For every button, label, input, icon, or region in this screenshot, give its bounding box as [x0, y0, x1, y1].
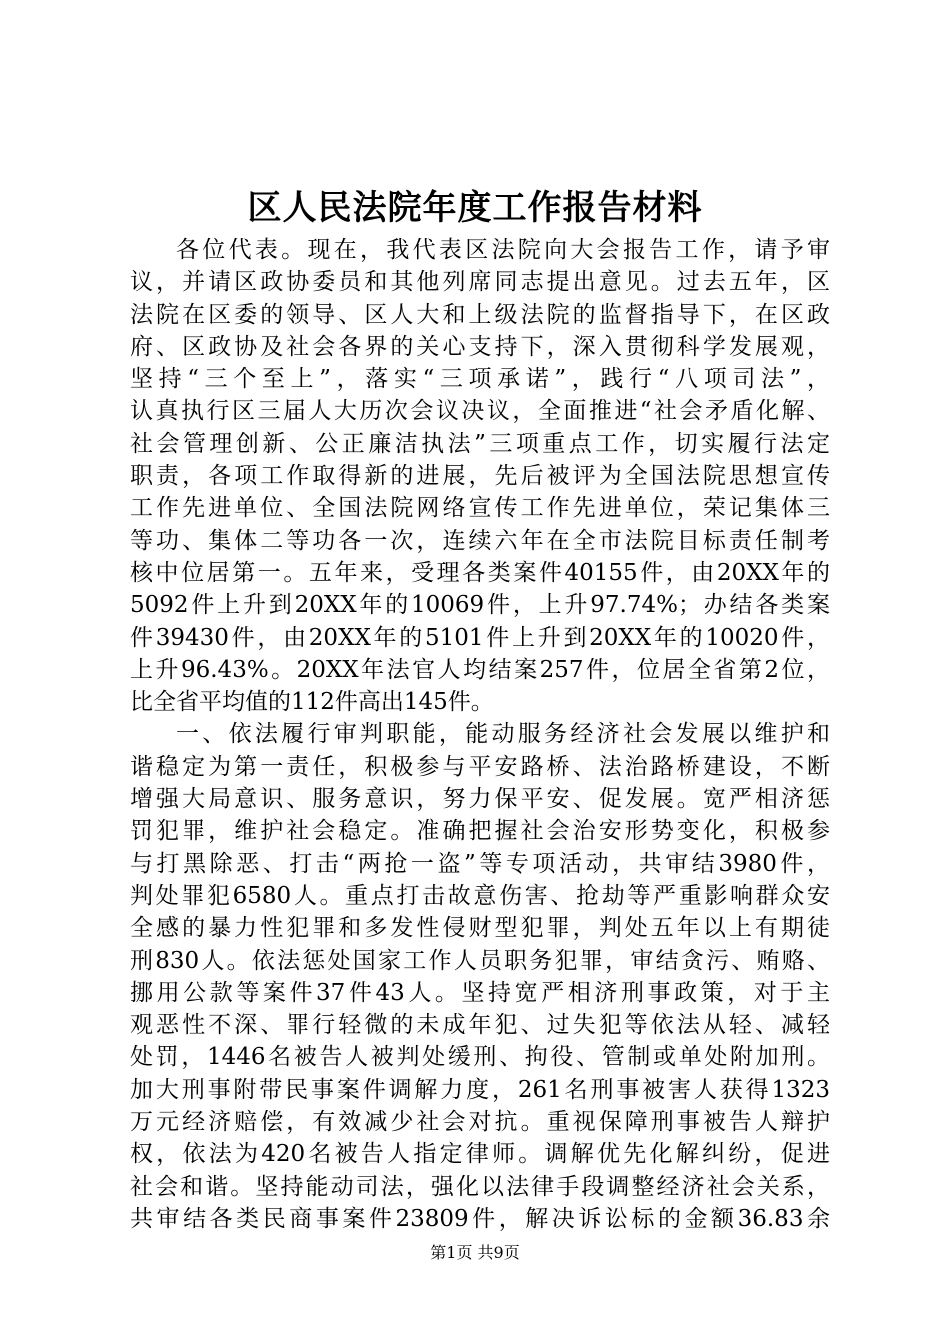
text-line: 判处罪犯6580人。重点打击故意伤害、抢劫等严重影响群众安 [130, 882, 830, 909]
text-line: 职责，各项工作取得新的进展，先后被评为全国法院思想宣传 [130, 463, 830, 490]
text-line: 5092件上升到20XX年的10069件，上升97.74%；办结各类案 [130, 592, 830, 619]
text-line: 共审结各类民商事案件23809件，解决诉讼标的金额36.83余 [130, 1205, 830, 1232]
document-title: 区人民法院年度工作报告材料 [247, 188, 703, 228]
text-line: 挪用公款等案件37件43人。坚持宽严相济刑事政策，对于主 [130, 979, 830, 1006]
text-line: 增强大局意识、服务意识，努力保平安、促发展。宽严相济惩 [130, 786, 830, 813]
text-line: 府、区政协及社会各界的关心支持下，深入贯彻科学发展观， [130, 333, 830, 360]
text-line: 认真执行区三届人大历次会议决议，全面推进“社会矛盾化解、 [130, 398, 830, 425]
text-line: 核中位居第一。五年来，受理各类案件40155件，由20XX年的 [130, 559, 830, 586]
document-body [130, 234, 830, 1235]
text-line: 万元经济赔偿，有效减少社会对抗。重视保障刑事被告人辩护 [130, 1109, 830, 1136]
text-line: 一、依法履行审判职能，能动服务经济社会发展以维护和 [176, 721, 830, 748]
text-line: 罚犯罪，维护社会稳定。准确把握社会治安形势变化，积极参 [130, 818, 830, 845]
text-line: 全感的暴力性犯罪和多发性侵财型犯罪，判处五年以上有期徒 [130, 915, 830, 942]
text-line: 处罚，1446名被告人被判处缓刑、拘役、管制或单处附加刑。 [130, 1044, 830, 1071]
text-line: 议，并请区政协委员和其他列席同志提出意见。过去五年，区 [130, 269, 830, 296]
text-line: 法院在区委的领导、区人大和上级法院的监督指导下，在区政 [130, 301, 830, 328]
text-line: 加大刑事附带民事案件调解力度，261名刑事被害人获得1323 [130, 1076, 830, 1103]
text-line: 上升96.43%。20XX年法官人均结案257件，位居全省第2位， [130, 656, 830, 683]
text-line: 权，依法为420名被告人指定律师。调解优先化解纠纷，促进 [130, 1141, 830, 1168]
text-line: 谐稳定为第一责任，积极参与平安路桥、法治路桥建设，不断 [130, 753, 830, 780]
text-line: 件39430件，由20XX年的5101件上升到20XX年的10020件， [130, 624, 830, 651]
page-footer: 第1页 共9页 [430, 1243, 520, 1262]
text-line: 各位代表。现在，我代表区法院向大会报告工作，请予审 [176, 237, 830, 263]
text-line: 刑830人。依法惩处国家工作人员职务犯罪，审结贪污、贿赂、 [130, 947, 830, 974]
text-line: 等功、集体二等功各一次，连续六年在全市法院目标责任制考 [130, 527, 830, 554]
text-line: 与打黑除恶、打击“两抢一盗”等专项活动，共审结3980件， [130, 850, 830, 877]
text-line: 坚持“三个至上”，落实“三项承诺”，践行“八项司法”， [130, 366, 830, 393]
text-line: 社会管理创新、公正廉洁执法”三项重点工作，切实履行法定 [130, 430, 830, 457]
text-line: 比全省平均值的112件高出145件。 [130, 689, 494, 716]
text-line: 观恶性不深、罪行轻微的未成年犯、过失犯等依法从轻、减轻 [130, 1012, 830, 1039]
text-line: 工作先进单位、全国法院网络宣传工作先进单位，荣记集体三 [130, 495, 830, 522]
text-line: 社会和谐。坚持能动司法，强化以法律手段调整经济社会关系， [130, 1173, 830, 1200]
